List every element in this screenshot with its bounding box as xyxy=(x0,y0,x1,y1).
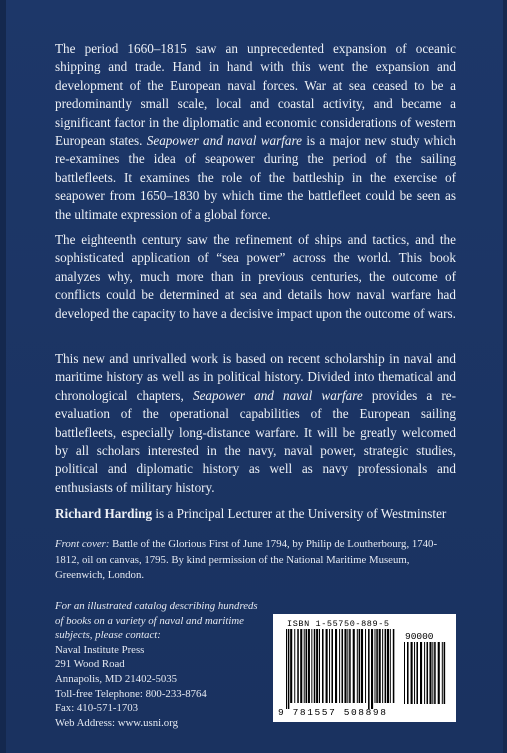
barcode-bar xyxy=(411,642,413,704)
barcode-bar xyxy=(288,629,290,709)
barcode-bar xyxy=(371,629,373,709)
description-paragraph-2: The eighteenth century saw the refinement of ships and tactics, and the sophisticated application of “sea power” across the world. This book analyzes why, much more than in previous centuries, the outcome of conflicts could be determined at sea and details how naval warfare had developed the capacity to have a decisive impact upon the outcome of wars. xyxy=(55,232,456,321)
barcode-bar xyxy=(382,629,383,703)
barcode-bar xyxy=(385,629,387,703)
barcode-bar xyxy=(434,642,436,704)
publisher-street: 291 Wood Road xyxy=(55,658,125,671)
publisher-fax: Fax: 410-571-1703 xyxy=(55,702,139,715)
barcode-bar xyxy=(294,629,295,703)
barcode-bar xyxy=(432,642,433,704)
barcode-bar xyxy=(344,629,346,703)
addon-barcode-bars xyxy=(403,642,447,710)
barcode-bar xyxy=(353,629,355,703)
barcode-bar xyxy=(297,629,299,703)
barcode-bar xyxy=(286,629,287,709)
barcode-bar xyxy=(404,642,405,704)
barcode-bar xyxy=(420,642,422,704)
barcode-bar xyxy=(444,642,446,704)
book-title-italic: Seapower and naval warfare xyxy=(146,133,303,149)
barcode-bar xyxy=(442,642,443,704)
barcode-bar xyxy=(335,629,337,703)
barcode-bar xyxy=(290,629,292,703)
cover-edge-right xyxy=(503,0,507,753)
barcode-bar xyxy=(331,629,333,703)
author-bio-text: is a Principal Lecturer at the University of Westminster xyxy=(155,506,447,521)
barcode-bar xyxy=(306,629,308,703)
barcode-bar xyxy=(347,629,348,703)
barcode-bar xyxy=(393,629,395,703)
cover-credit: Front cover: Battle of the Glorious First of June 1794, by Philip de Loutherbourg, 1740- 1812, oil on canvas, 1795. By kind permission of the National Maritime Museum, Greenwich, London. xyxy=(55,538,438,581)
publisher-city: Annapolis, MD 21402-5035 xyxy=(55,672,178,685)
catalog-intro-line: For an illustrated catalog describing hundreds xyxy=(55,600,258,612)
book-title-italic: Seapower and naval warfare xyxy=(192,387,363,403)
barcode-bar xyxy=(368,629,370,709)
barcode-bar xyxy=(379,629,381,703)
description-paragraph-1: The period 1660–1815 saw an unprecedented expansion of oceanic shipping and trade. Hand in hand with this went the expansion and development of the European naval forces. War at sea ceased to be a predominantly small scale, local and coastal activity, and became a significant factor in the diplomatic and economic considerations of western European states. Seapower and naval warfare is a major new study which re-examines the idea of seapower during the period of the sailing battlefleets. It examines the role of the battleship in the exercise of seapower from 1650–1830 by which time the battlefleet could be seen as the ultimate expression of a global force. xyxy=(55,41,457,222)
barcode-bar xyxy=(300,629,302,703)
isbn-barcode xyxy=(273,614,456,722)
barcode-bar xyxy=(407,642,409,704)
barcode-bar xyxy=(322,629,324,703)
barcode-bar xyxy=(375,629,376,703)
publisher-website: Web Address: www.usni.org xyxy=(55,716,178,729)
barcode-bar xyxy=(316,629,318,703)
price-code-label: 90000 xyxy=(405,631,434,642)
description-paragraph-3: This new and unrivalled work is based on recent scholarship in naval and maritime history as well as in political history. Divided into thematical and chronological chapters, Seapower and naval warfare provides a re-evaluation of the operational capabilities of the European sailing battlefleets, especially long-distance warfare. It will be greatly welcomed by all scholars interested in the navy, naval power, strategic studies, political and diplomatic history as well as navy professionals and enthusiasts of military history. xyxy=(55,351,456,495)
barcode-bar xyxy=(416,642,418,704)
publisher-contact xyxy=(55,599,265,730)
catalog-intro-line: of books on a variety of naval and maritime xyxy=(55,614,244,627)
catalog-intro-line: subjects, please contact: xyxy=(55,629,161,642)
barcode-bar xyxy=(359,629,361,703)
cover-edge-left xyxy=(0,0,6,753)
barcode-bar xyxy=(342,629,344,703)
ean-number: 9 781557 508898 xyxy=(278,707,388,718)
barcode-bar xyxy=(357,629,358,703)
barcode-bar xyxy=(429,642,431,704)
barcode-bar xyxy=(314,629,316,703)
barcode-bar xyxy=(304,629,305,703)
barcode-bar xyxy=(387,629,389,703)
barcode-bar xyxy=(311,629,312,703)
barcode-bar xyxy=(361,629,363,703)
barcode-bar xyxy=(414,642,415,704)
publisher-name: Naval Institute Press xyxy=(55,643,145,656)
barcode-bar xyxy=(349,629,351,703)
barcode-bar xyxy=(365,629,366,703)
author-name: Richard Harding xyxy=(55,506,153,521)
barcode-bar xyxy=(376,629,378,703)
publisher-phone: Toll-free Telephone: 800-233-8764 xyxy=(55,687,207,700)
barcode-bar xyxy=(339,629,340,703)
cover-credit-label: Front cover: xyxy=(55,538,110,550)
barcode-bar xyxy=(390,629,391,703)
barcode-bar xyxy=(319,629,320,703)
barcode-bar xyxy=(438,642,440,704)
barcode-bar xyxy=(427,642,429,704)
barcode-bar xyxy=(424,642,425,704)
barcode-bar xyxy=(308,629,310,703)
barcode-bar xyxy=(326,629,328,703)
barcode-bar xyxy=(329,629,330,703)
author-bio xyxy=(55,505,475,523)
isbn-label: ISBN 1-55750-889-5 xyxy=(287,619,390,629)
ean-barcode-bars xyxy=(285,629,397,709)
